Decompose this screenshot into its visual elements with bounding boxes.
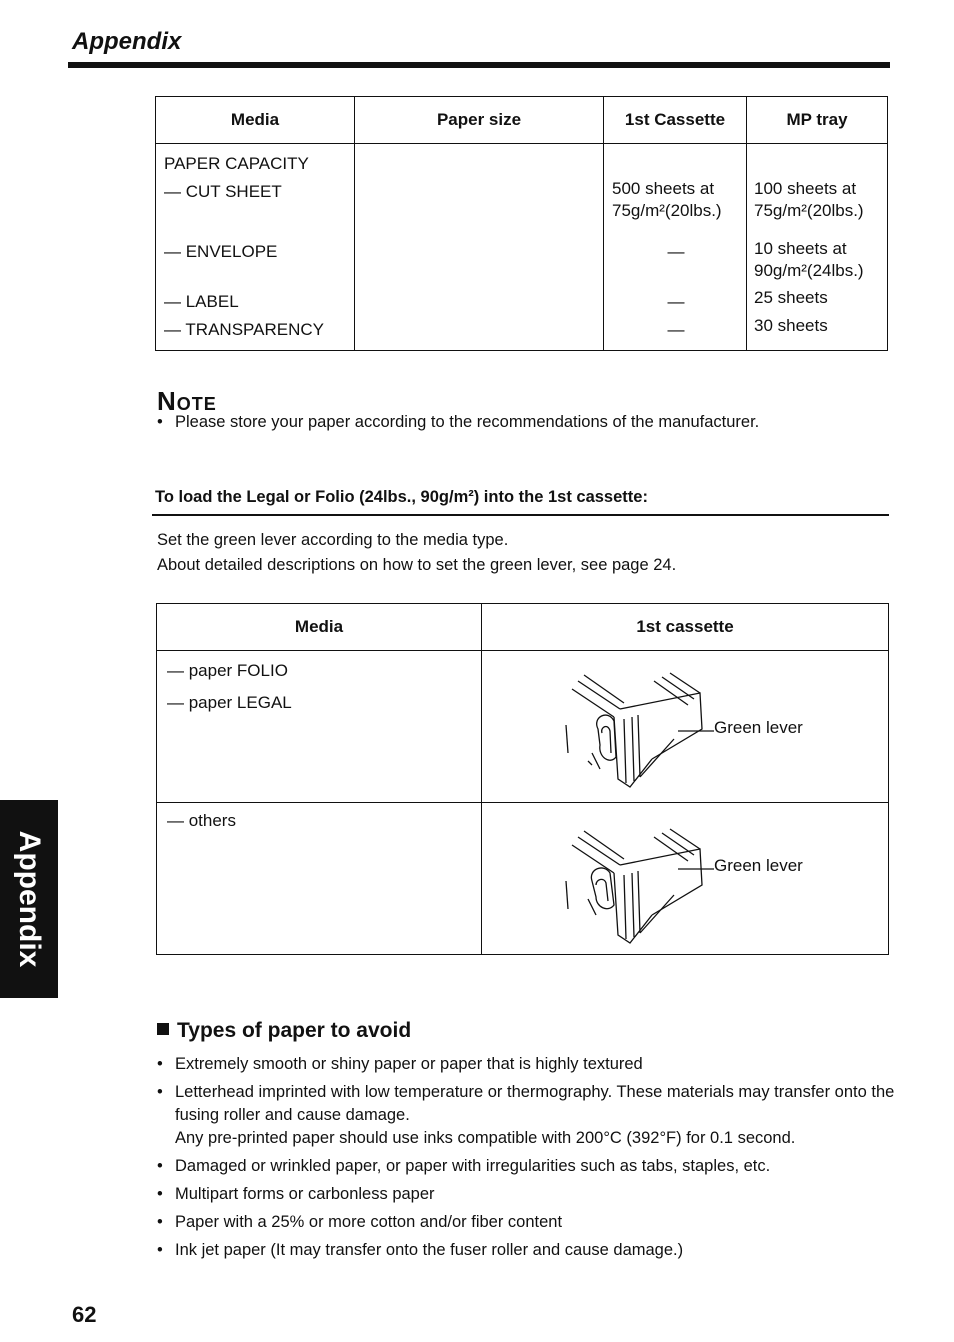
cassette-line: 75g/m²(20lbs.) — [612, 201, 722, 220]
green-lever-label: Green lever — [714, 718, 803, 737]
green-lever-table — [156, 603, 889, 955]
media-cell — [157, 803, 482, 955]
mp-line: 30 sheets — [754, 316, 828, 335]
media-line: — CUT SHEET — [164, 182, 282, 201]
load-instruction-2: About detailed descriptions on how to set the green lever, see page 24. — [157, 556, 677, 574]
mp-line: 25 sheets — [754, 288, 828, 307]
cassette-line: 500 sheets at — [612, 179, 715, 198]
list-item: • Ink jet paper (It may transfer onto the fuser roller and cause damage.) — [157, 1239, 897, 1262]
col-header-media: Media — [156, 97, 355, 144]
header-rule — [68, 62, 890, 68]
list-item: • Extremely smooth or shiny paper or paper that is highly textured — [157, 1053, 897, 1076]
page-header-title: Appendix — [72, 28, 182, 55]
list-item: • Multipart forms or carbonless paper — [157, 1183, 897, 1206]
mp-line: 90g/m²(24lbs.) — [754, 261, 864, 280]
leader-line — [678, 729, 714, 733]
note-title: NOTE — [157, 386, 217, 416]
col-header-1st-cassette: 1st Cassette — [604, 97, 747, 144]
section-rule — [152, 514, 889, 516]
col-header-1st-cassette: 1st cassette — [482, 604, 889, 651]
media-line: — TRANSPARENCY — [164, 320, 324, 339]
illustration-cell — [482, 803, 889, 955]
media-line: — LABEL — [164, 292, 239, 311]
col-header-mp-tray: MP tray — [747, 97, 888, 144]
cassette-dash: — — [667, 320, 685, 339]
cassette-cell — [604, 144, 747, 351]
avoid-list — [157, 1053, 897, 1267]
green-lever-label: Green lever — [714, 856, 803, 875]
media-line: — paper FOLIO — [167, 661, 288, 680]
mp-line: 10 sheets at — [754, 239, 847, 258]
list-item: • Paper with a 25% or more cotton and/or fiber content — [157, 1211, 897, 1234]
side-tab-label: Appendix — [13, 830, 46, 968]
col-header-media: Media — [157, 604, 482, 651]
mp-tray-cell — [747, 144, 888, 351]
note-text: • Please store your paper according to the recommendations of the manufacturer. — [157, 413, 954, 432]
avoid-section-heading: Types of paper to avoid — [157, 1019, 411, 1043]
col-header-paper-size: Paper size — [355, 97, 604, 144]
load-section-heading: To load the Legal or Folio (24lbs., 90g/m²) into the 1st cassette: — [155, 488, 648, 506]
illustration-cell — [482, 651, 889, 803]
cassette-dash: — — [667, 242, 685, 261]
mp-line: 100 sheets at — [754, 179, 857, 198]
list-item: • Letterhead imprinted with low temperature or thermography. These materials may transfer onto the fusing roller and cause damage. Any pre-printed paper should use inks compatible with 200°C (392°F) for 0.1 second. — [157, 1081, 897, 1150]
media-line: — ENVELOPE — [164, 242, 278, 261]
load-instruction-1: Set the green lever according to the media type. — [157, 531, 509, 549]
media-cell — [157, 651, 482, 803]
square-bullet-icon — [157, 1023, 169, 1035]
mp-line: 75g/m²(20lbs.) — [754, 201, 864, 220]
list-item-extra: Any pre-printed paper should use inks compatible with 200°C (392°F) for 0.1 second. — [175, 1129, 796, 1147]
leader-line — [678, 867, 714, 871]
cassette-lever-illustration — [562, 825, 712, 947]
paper-capacity-table — [155, 96, 888, 351]
media-line: — paper LEGAL — [167, 693, 292, 712]
list-item: • Damaged or wrinkled paper, or paper with irregularities such as tabs, staples, etc. — [157, 1155, 897, 1178]
media-line: — others — [167, 811, 236, 830]
appendix-side-tab — [0, 800, 58, 998]
media-cell — [156, 144, 355, 351]
media-line: PAPER CAPACITY — [164, 154, 309, 173]
page-number: 62 — [72, 1302, 97, 1327]
paper-size-cell — [355, 144, 604, 351]
cassette-dash: — — [667, 292, 685, 311]
